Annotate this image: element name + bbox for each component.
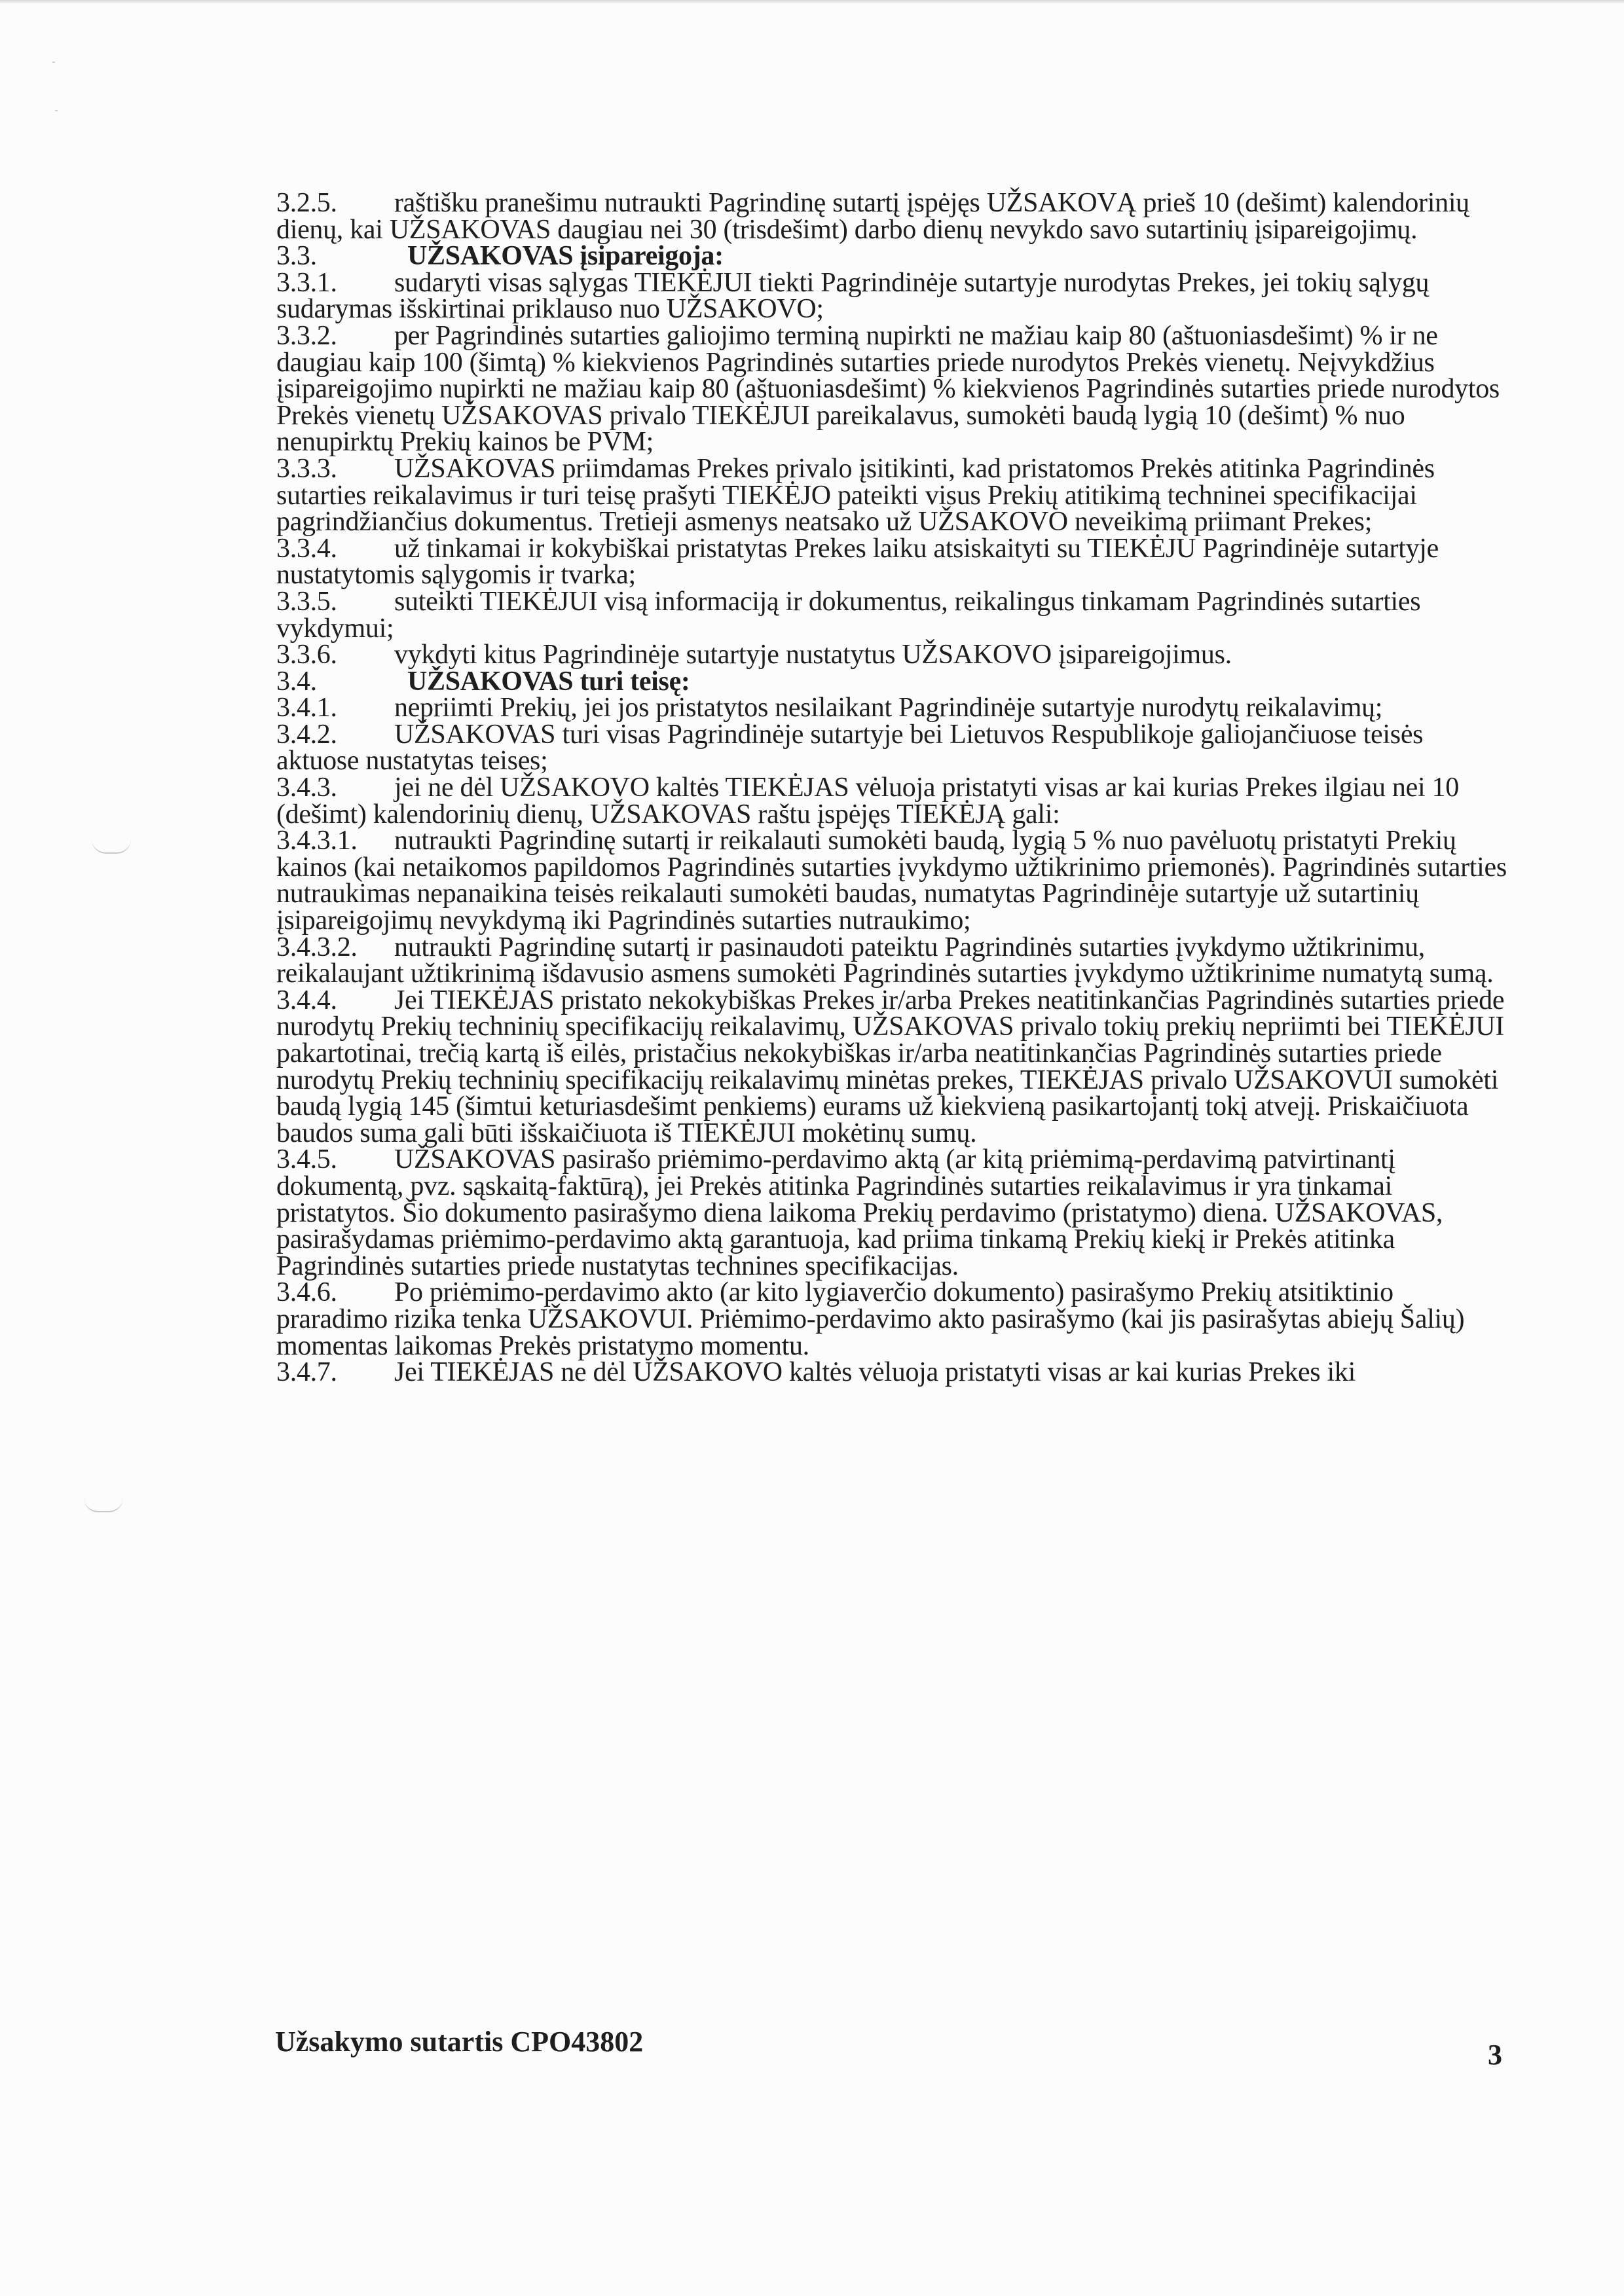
section-heading-text: UŽSAKOVAS įsipareigoja: (407, 241, 724, 272)
section-heading-3-3 (276, 243, 1507, 270)
clause-text: UŽSAKOVAS turi visas Pagrindinėje sutartyje bei Lietuvos Respublikoje galiojančiuose teisės aktuose nustatytas teises; (276, 719, 1424, 776)
clause-text: nepriimti Prekių, jei jos pristatytos nesilaikant Pagrindinėje sutartyje nurodytų reikalavimų; (394, 693, 1383, 723)
clause-number: 3.4.3. (276, 773, 337, 803)
clause-3-4-7 (276, 1359, 1507, 1386)
clause-number: 3.3.6. (276, 640, 337, 670)
section-heading-text: UŽSAKOVAS turi teisę: (407, 666, 690, 697)
clause-3-4-3-1 (276, 828, 1507, 934)
clause-number: 3.3. (276, 241, 317, 272)
clause-text: UŽSAKOVAS priimdamas Prekes privalo įsitikinti, kad pristatomos Prekės atitinka Pagrindinės sutarties reikalavimus ir turi teisę prašyti TIEKĖJO pateikti visus Prekių atitikimą techninei specifikacijai pagrindžiančius dokumentus. Tretieji asmenys neatsako už UŽSAKOVO neveikimą priimant Prekes; (276, 453, 1435, 538)
clause-text: Jei TIEKĖJAS pristato nekokybiškas Prekes ir/arba Prekes neatitinkančias Pagrindinės sutarties priede nurodytų Prekių techninių specifikacijų reikalavimų, UŽSAKOVAS privalo tokių prekių nepriimti bei TIEKĖJUI pakartotinai, trečią kartą iš eilės, pristačius nekokybiškas ir/arba neatitinkančias Pagrindinės sutarties priede nurodytų Prekių techninių specifikacijų reikalavimų minėtas prekes, TIEKĖJAS privalo UŽSAKOVUI sumokėti baudą lygią 145 (šimtui keturiasdešimt penkiems) eurams už kiekvieną pasikartojantį tokį atvejį. Priskaičiuota baudos suma gali būti išskaičiuota iš TIEKĖJUI mokėtinų sumų. (276, 985, 1505, 1148)
footer-document-title: Užsakymo sutartis CPO43802 (275, 2026, 644, 2058)
clause-number: 3.4.4. (276, 985, 337, 1015)
clause-3-4-4 (276, 987, 1507, 1147)
clause-number: 3.3.2. (276, 320, 337, 351)
scan-mark (92, 839, 131, 854)
clause-number: 3.4.6. (276, 1277, 337, 1308)
clause-text: vykdyti kitus Pagrindinėje sutartyje nustatytus UŽSAKOVO įsipareigojimus. (394, 640, 1232, 670)
clause-3-4-6 (276, 1279, 1507, 1359)
scan-speck (52, 62, 55, 63)
clause-number: 3.3.3. (276, 453, 337, 484)
clause-3-3-5 (276, 586, 1507, 644)
clause-text: Po priėmimo-perdavimo akto (ar kito lygiaverčio dokumento) pasirašymo Prekių atsitiktinio praradimo rizika tenka UŽSAKOVUI. Priėmimo-perdavimo akto pasirašymo (kai jis pasirašytas abiejų Šalių) momentas laikomas Prekės pristatymo momentu. (276, 1277, 1465, 1361)
clause-3-3-2 (276, 320, 1507, 458)
clause-3-4-2 (276, 721, 1507, 774)
clause-number: 3.4. (276, 666, 317, 697)
clause-text: UŽSAKOVAS pasirašo priėmimo-perdavimo aktą (ar kitą priėmimą-perdavimą patvirtinantį dokumentą, pvz. sąskaitą-faktūrą), jei Prekės atitinka Pagrindinės sutarties reikalavimus ir yra tinkamai pristatytos. Šio dokumento pasirašymo diena laikoma Prekių perdavimo (pristatymo) diena. UŽSAKOVAS, pasirašydamas priėmimo-perdavimo aktą garantuoja, kad priima tinkamą Prekių kiekį ir Prekės atitinka Pagrindinės sutarties priede nustatytas technines specifikacijas. (276, 1144, 1443, 1281)
clause-text: už tinkamai ir kokybiškai pristatytas Prekes laiku atsiskaityti su TIEKĖJU Pagrindinėje sutartyje nustatytomis sąlygomis ir tvarka; (276, 533, 1439, 591)
clause-3-4-3 (276, 774, 1507, 828)
clause-text: raštišku pranešimu nutraukti Pagrindinę sutartį įspėjęs UŽSAKOVĄ prieš 10 (dešimt) kalendorinių dienų, kai UŽSAKOVAS daugiau nei 30 (trisdešimt) darbo dienų nevykdo savo sutartinių įsipareigojimų. (276, 188, 1469, 245)
section-heading-3-4 (276, 668, 1507, 695)
document-body (276, 190, 1507, 1386)
clause-3-2-5 (276, 190, 1507, 243)
clause-3-4-5 (276, 1146, 1507, 1279)
scan-mark (84, 1498, 123, 1512)
clause-number: 3.3.5. (276, 586, 337, 617)
scan-top-edge (0, 0, 1624, 4)
clause-text: nutraukti Pagrindinę sutartį ir pasinaudoti pateiktu Pagrindinės sutarties įvykdymo užtikrinimu, reikalaujant užtikrinimą išdavusio asmens sumokėti Pagrindinės sutarties įvykdymo užtikrinime numatytą sumą. (276, 932, 1494, 989)
clause-number: 3.2.5. (276, 188, 337, 218)
clause-number: 3.4.3.2. (276, 932, 358, 962)
clause-text: suteikti TIEKĖJUI visą informaciją ir dokumentus, reikalingus tinkamam Pagrindinės sutarties vykdymui; (276, 586, 1421, 644)
clause-text: Jei TIEKĖJAS ne dėl UŽSAKOVO kaltės vėluoja pristatyti visas ar kai kurias Prekes iki (394, 1357, 1356, 1388)
clause-number: 3.3.4. (276, 533, 337, 564)
clause-3-3-6 (276, 642, 1507, 668)
clause-text: per Pagrindinės sutarties galiojimo terminą nupirkti ne mažiau kaip 80 (aštuoniasdešimt) % ir ne daugiau kaip 100 (šimtą) % kiekvienos Pagrindinės sutarties priede nurodytos Prekės vienetų. Neįvykdžius įsipareigojimo nupirkti ne mažiau kaip 80 (aštuoniasdešimt) % kiekvienos Pagrindinės sutarties priede nurodytos Prekės vienetų UŽSAKOVAS privalo TIEKĖJUI pareikalavus, sumokėti baudą lygią 10 (dešimt) % nuo nenupirktų Prekių kainos be PVM; (276, 320, 1500, 458)
clause-number: 3.3.1. (276, 267, 337, 298)
clause-3-4-1 (276, 695, 1507, 721)
clause-3-4-3-2 (276, 934, 1507, 987)
clause-number: 3.4.3.1. (276, 826, 358, 856)
clause-3-3-4 (276, 533, 1507, 591)
footer-page-number: 3 (1488, 2039, 1502, 2071)
clause-text: sudaryti visas sąlygas TIEKĖJUI tiekti Pagrindinėje sutartyje nurodytas Prekes, jei tokių sąlygų sudarymas išskirtinai priklauso nuo UŽSAKOVO; (276, 267, 1430, 325)
clause-3-3-1 (276, 267, 1507, 325)
clause-number: 3.4.1. (276, 693, 337, 723)
clause-number: 3.4.7. (276, 1357, 337, 1388)
scan-speck (55, 110, 58, 111)
clause-text: jei ne dėl UŽSAKOVO kaltės TIEKĖJAS vėluoja pristatyti visas ar kai kurias Prekes ilgiau nei 10 (dešimt) kalendorinių dienų, UŽSAKOVAS raštu įspėjęs TIEKĖJĄ gali: (276, 773, 1459, 829)
clause-number: 3.4.2. (276, 719, 337, 750)
clause-3-3-3 (276, 453, 1507, 538)
clause-number: 3.4.5. (276, 1144, 337, 1175)
clause-text: nutraukti Pagrindinę sutartį ir reikalauti sumokėti baudą, lygią 5 % nuo pavėluotų pristatyti Prekių kainos (kai netaikomos papildomos Pagrindinės sutarties įvykdymo užtikrinimo priemonės). Pagrindinės sutarties nutraukimas nepanaikina teisės reikalauti sumokėti baudas, numatytas Pagrindinėje sutartyje už sutartinių įsipareigojimų nevykdymą iki Pagrindinės sutarties nutraukimo; (276, 826, 1507, 936)
